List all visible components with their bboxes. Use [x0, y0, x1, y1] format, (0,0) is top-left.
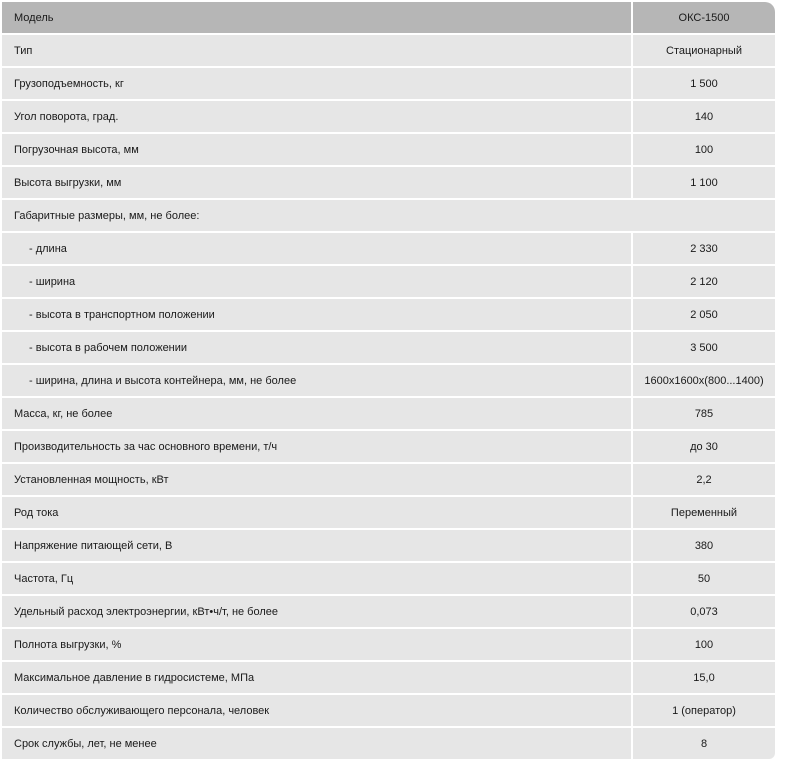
row-value: 140: [633, 101, 775, 132]
row-value: 2 050: [633, 299, 775, 330]
table-row: [2, 167, 775, 198]
table-row: [2, 728, 775, 759]
table-header-row: [2, 2, 775, 33]
row-value: 2,2: [633, 464, 775, 495]
row-value: 1600х1600х(800...1400): [633, 365, 775, 396]
row-label: Тип: [2, 35, 631, 66]
table-row: [2, 662, 775, 693]
row-label: Высота выгрузки, мм: [2, 167, 631, 198]
row-value: 1 100: [633, 167, 775, 198]
table-row: [2, 695, 775, 726]
row-label: Максимальное давление в гидросистеме, МПа: [2, 662, 631, 693]
row-value: 100: [633, 629, 775, 660]
row-label: Угол поворота, град.: [2, 101, 631, 132]
row-label: Масса, кг, не более: [2, 398, 631, 429]
row-label: - ширина, длина и высота контейнера, мм, не более: [2, 365, 631, 396]
spec-table: [2, 2, 775, 759]
row-label: - ширина: [2, 266, 631, 297]
table-row: [2, 497, 775, 528]
table-group-row: [2, 200, 775, 231]
row-value: 785: [633, 398, 775, 429]
header-model-value: ОКС-1500: [633, 2, 775, 33]
table-row: [2, 299, 775, 330]
table-row: [2, 464, 775, 495]
row-value: 15,0: [633, 662, 775, 693]
row-value: 8: [633, 728, 775, 759]
row-label: Полнота выгрузки, %: [2, 629, 631, 660]
table-row: [2, 332, 775, 363]
row-label: - высота в транспортном положении: [2, 299, 631, 330]
table-row: [2, 68, 775, 99]
table-row: [2, 530, 775, 561]
row-value: 2 120: [633, 266, 775, 297]
row-label: Род тока: [2, 497, 631, 528]
table-row: [2, 431, 775, 462]
table-row: [2, 629, 775, 660]
table-row: [2, 398, 775, 429]
row-value: Переменный: [633, 497, 775, 528]
row-label: Производительность за час основного времени, т/ч: [2, 431, 631, 462]
row-value: 2 330: [633, 233, 775, 264]
row-label: - высота в рабочем положении: [2, 332, 631, 363]
row-value: Стационарный: [633, 35, 775, 66]
row-label: Срок службы, лет, не менее: [2, 728, 631, 759]
table-row: [2, 35, 775, 66]
header-label: Модель: [2, 2, 631, 33]
row-value: 50: [633, 563, 775, 594]
row-value: 3 500: [633, 332, 775, 363]
group-label: Габаритные размеры, мм, не более:: [2, 200, 775, 231]
table-row: [2, 596, 775, 627]
row-label: Установленная мощность, кВт: [2, 464, 631, 495]
row-value: 1 (оператор): [633, 695, 775, 726]
row-label: Частота, Гц: [2, 563, 631, 594]
table-row: [2, 365, 775, 396]
table-row: [2, 233, 775, 264]
table-row: [2, 563, 775, 594]
table-row: [2, 134, 775, 165]
row-label: Погрузочная высота, мм: [2, 134, 631, 165]
row-label: Грузоподъемность, кг: [2, 68, 631, 99]
row-value: 0,073: [633, 596, 775, 627]
row-label: Удельный расход электроэнергии, кВт•ч/т, не более: [2, 596, 631, 627]
table-row: [2, 101, 775, 132]
row-value: 100: [633, 134, 775, 165]
row-label: Напряжение питающей сети, В: [2, 530, 631, 561]
row-label: Количество обслуживающего персонала, человек: [2, 695, 631, 726]
row-value: 380: [633, 530, 775, 561]
table-row: [2, 266, 775, 297]
row-value: до 30: [633, 431, 775, 462]
row-value: 1 500: [633, 68, 775, 99]
row-label: - длина: [2, 233, 631, 264]
